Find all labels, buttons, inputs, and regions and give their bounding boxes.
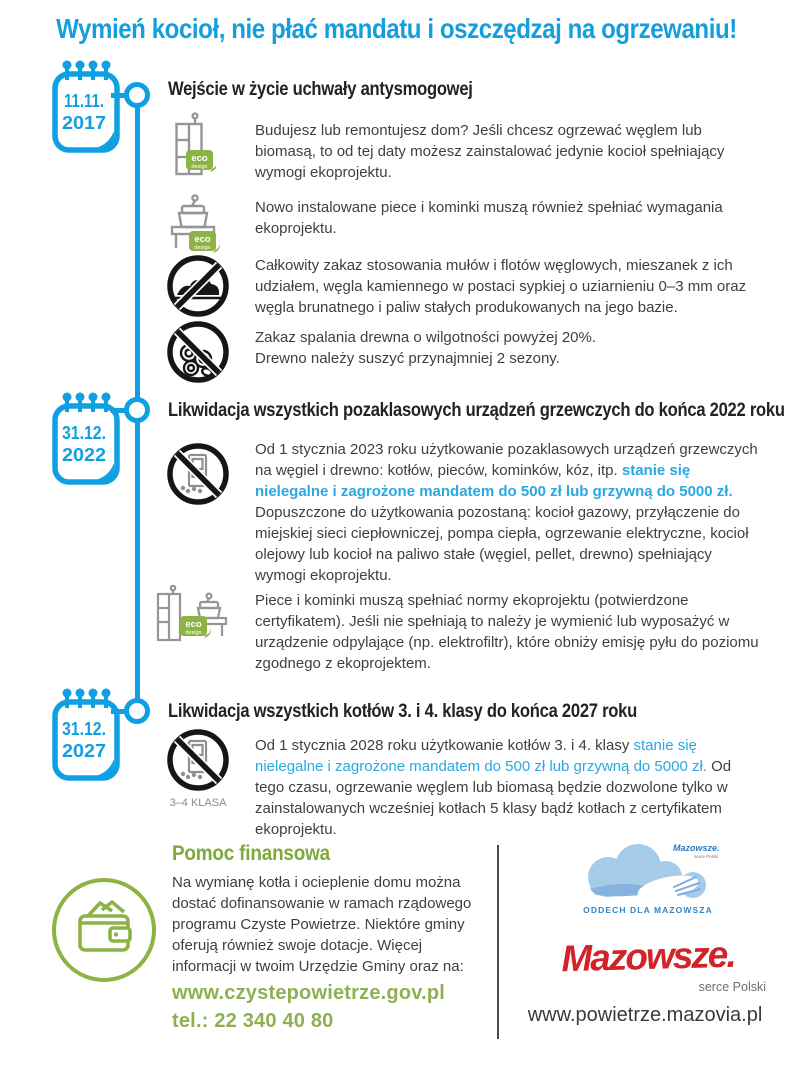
ecodesign-boiler-icon: [170, 112, 216, 178]
rule-text-after: Dopuszczone do użytkowania pozostaną: kocioł gazowy, przyłączenie do miejskiej sieci ciepłowniczej, pompa ciepła, ogrzewanie elektryczne, kocioł olejowy lub kocioł na paliwo stałe (węgiel, pellet, drewno) spełniający wymogi ekoprojektu.: [255, 504, 749, 584]
rule-text-line2: Drewno należy suszyć przynajmniej 2 sezony.: [255, 350, 560, 367]
rule-text-highlight: stanie się nielegalne i zagrożone mandatem do 500 zł lub grzywną do 5000 zł.: [255, 737, 707, 775]
rule-text: [255, 327, 763, 369]
timeline-node: [124, 397, 150, 423]
ecodesign-heaters-icon: [156, 584, 236, 650]
page-title: Wymień kocioł, nie płać mandatu i oszczędzaj na ogrzewaniu!: [56, 13, 737, 44]
svg-text:31.12.: 31.12.: [62, 719, 106, 739]
rule-text-line1: Zakaz spalania drewna o wilgotności powyżej 20%.: [255, 329, 597, 346]
calendar-icon-2022: [50, 390, 122, 494]
phone-number[interactable]: tel.: 22 340 40 80: [172, 1010, 334, 1032]
svg-text:2017: 2017: [62, 113, 106, 133]
rule-text: [255, 735, 763, 840]
svg-text:2027: 2027: [62, 741, 106, 761]
timeline-node: [124, 82, 150, 108]
boiler-class-caption: 3–4 KLASA: [169, 797, 227, 809]
svg-text:serce Polski: serce Polski: [694, 854, 719, 859]
ecodesign-stove-icon: [162, 194, 220, 256]
timeline-node: [124, 698, 150, 724]
svg-text:11.11.: 11.11.: [64, 91, 104, 111]
mazowsze-tagline: serce Polski: [698, 980, 766, 994]
rule-text: Budujesz lub remontujesz dom? Jeśli chcesz ogrzewać węglem lub biomasą, to od tej daty możesz zainstalować jedynie kocioł spełniający wymogi ekoprojektu.: [255, 122, 725, 181]
section-heading-2022: Likwidacja wszystkich pozaklasowych urządzeń grzewczych do końca 2022 roku: [168, 399, 785, 421]
wallet-icon: [50, 876, 158, 984]
section-heading-2017: Wejście w życie uchwały antysmogowej: [168, 78, 473, 100]
financial-body: Na wymianę kotła i ocieplenie domu można dostać dofinansowanie w ramach rządowego programu Czyste Powietrze. Niektóre gminy oferują również swoje dotacje. Więcej informacji w twoim Urzędzie Gminy oraz na:: [172, 874, 472, 975]
wet-wood-ban-icon: [166, 320, 230, 384]
section-heading-2027: Likwidacja wszystkich kotłów 3. i 4. klasy do końca 2027 roku: [168, 700, 638, 722]
breath-for-mazovia-logo: [566, 841, 731, 905]
rule-text-after: Od tego czasu, ogrzewanie węglem lub biomasą będzie dozwolone tylko w zainstalowanych wcześniej kotłach 5 klasy bądź kotłach z certyfikatem ekoprojektu.: [255, 758, 732, 838]
rule-text: [255, 439, 763, 586]
old-boiler-ban-icon: [166, 442, 230, 506]
rule-text-highlight: stanie się nielegalne i zagrożone mandatem do 500 zł lub grzywną do 5000 zł.: [255, 462, 733, 500]
breath-logo-caption: ODDECH DLA MAZOWSZA: [583, 905, 713, 915]
rule-text: Nowo instalowane piece i kominki muszą również spełniać wymagania ekoprojektu.: [255, 199, 723, 237]
breath-logo-brand-text: Mazowsze.: [673, 843, 720, 853]
calendar-icon-2027: [50, 686, 122, 790]
mazowsze-logo: Mazowsze.: [560, 933, 736, 980]
rule-text: Piece i kominki muszą spełniać normy ekoprojektu (potwierdzone certyfikatem). Jeśli nie spełniają to należy je wymienić lub wyposażyć w urządzenie odpylające (np. elektrofiltr), które obniży emisję pyłu do poziomu zgodnego z ekoprojektem.: [255, 592, 759, 672]
svg-text:2022: 2022: [62, 445, 106, 465]
clean-air-website-link[interactable]: www.czystepowietrze.gov.pl: [172, 982, 446, 1004]
coal-ban-icon: [166, 254, 230, 318]
class34-boiler-ban-icon: [166, 728, 230, 792]
rule-text-before: Od 1 stycznia 2023 roku użytkowanie pozaklasowych urządzeń grzewczych na węgiel i drewno: kotłów, pieców, kominków, kóz, itp.: [255, 441, 758, 479]
financial-heading: Pomoc finansowa: [172, 842, 330, 865]
rule-text: Całkowity zakaz stosowania mułów i flotów węglowych, mieszanek z ich udziałem, węgla kamiennego w postaci sypkiej o uziarnieniu 0–3 mm oraz węgla brunatnego i paliw stałych produkowanych na jego bazie.: [255, 257, 747, 316]
mazovia-air-website-link[interactable]: www.powietrze.mazovia.pl: [527, 1004, 763, 1026]
svg-text:31.12.: 31.12.: [62, 423, 106, 443]
rule-text-before: Od 1 stycznia 2028 roku użytkowanie kotłów 3. i 4. klasy: [255, 737, 634, 754]
calendar-icon-2017: [50, 58, 122, 162]
